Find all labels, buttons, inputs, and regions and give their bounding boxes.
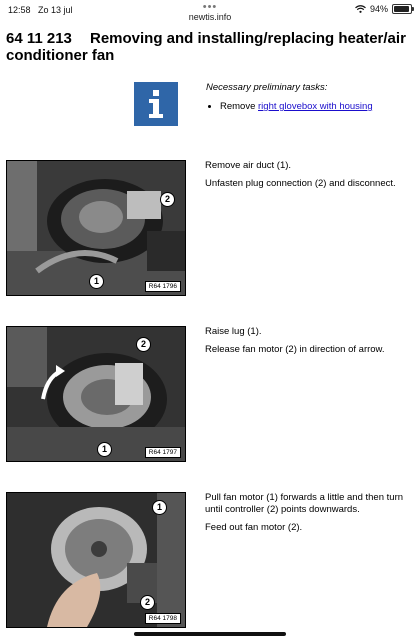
step-3-line-1: Pull fan motor (1) forwards a little and then turn until controller (2) points downwards. <box>205 492 404 515</box>
home-indicator[interactable] <box>134 632 286 636</box>
battery-fill <box>394 6 409 12</box>
step-3-image <box>6 492 186 628</box>
preliminary-tasks <box>206 82 416 112</box>
step-3-line-2: Feed out fan motor (2). <box>205 522 303 533</box>
step-3-text <box>205 492 415 540</box>
step-1-text <box>205 160 415 196</box>
info-icon <box>134 82 178 126</box>
status-indicators <box>355 4 412 14</box>
list-item <box>220 101 416 112</box>
step-2-image <box>6 326 186 462</box>
preliminary-list <box>206 101 416 112</box>
status-date: Zo 13 jul <box>38 5 73 15</box>
page-title <box>6 30 414 64</box>
info-glyph-icon <box>145 89 167 119</box>
glovebox-link[interactable]: right glovebox with housing <box>258 101 373 112</box>
step-1-image <box>6 160 186 296</box>
callout-2: 2 <box>136 337 151 352</box>
image-ref-label: R64 1797 <box>145 447 181 458</box>
step-1-line-2: Unfasten plug connection (2) and disconnect. <box>205 178 396 189</box>
callout-1: 1 <box>97 442 112 457</box>
callout-2: 2 <box>160 192 175 207</box>
address-bar-url[interactable]: newtis.info <box>188 12 232 22</box>
image-ref-label: R64 1798 <box>145 613 181 624</box>
step-2-text <box>205 326 415 362</box>
step-1-line-1: Remove air duct (1). <box>205 160 292 171</box>
more-dots-icon[interactable]: ••• <box>202 1 218 13</box>
title-text: Removing and installing/replacing heater/air conditioner fan <box>6 30 406 64</box>
callout-1: 1 <box>152 500 167 515</box>
fan-housing-photo-2 <box>7 327 185 461</box>
image-ref-label: R64 1796 <box>145 281 181 292</box>
status-bar <box>0 0 420 22</box>
battery-percent: 94% <box>369 4 388 14</box>
callout-1: 1 <box>89 274 104 289</box>
clock-time: 12:58 <box>8 5 31 15</box>
preliminary-heading: Necessary preliminary tasks: <box>206 82 328 93</box>
preliminary-item-prefix: Remove <box>220 101 259 112</box>
step-2-line-2: Release fan motor (2) in direction of arrow. <box>205 344 385 355</box>
wifi-icon <box>355 5 366 13</box>
title-number: 64 11 213 <box>6 30 72 47</box>
callout-2: 2 <box>140 595 155 610</box>
battery-icon <box>392 4 412 14</box>
step-2-line-1: Raise lug (1). <box>205 326 262 337</box>
